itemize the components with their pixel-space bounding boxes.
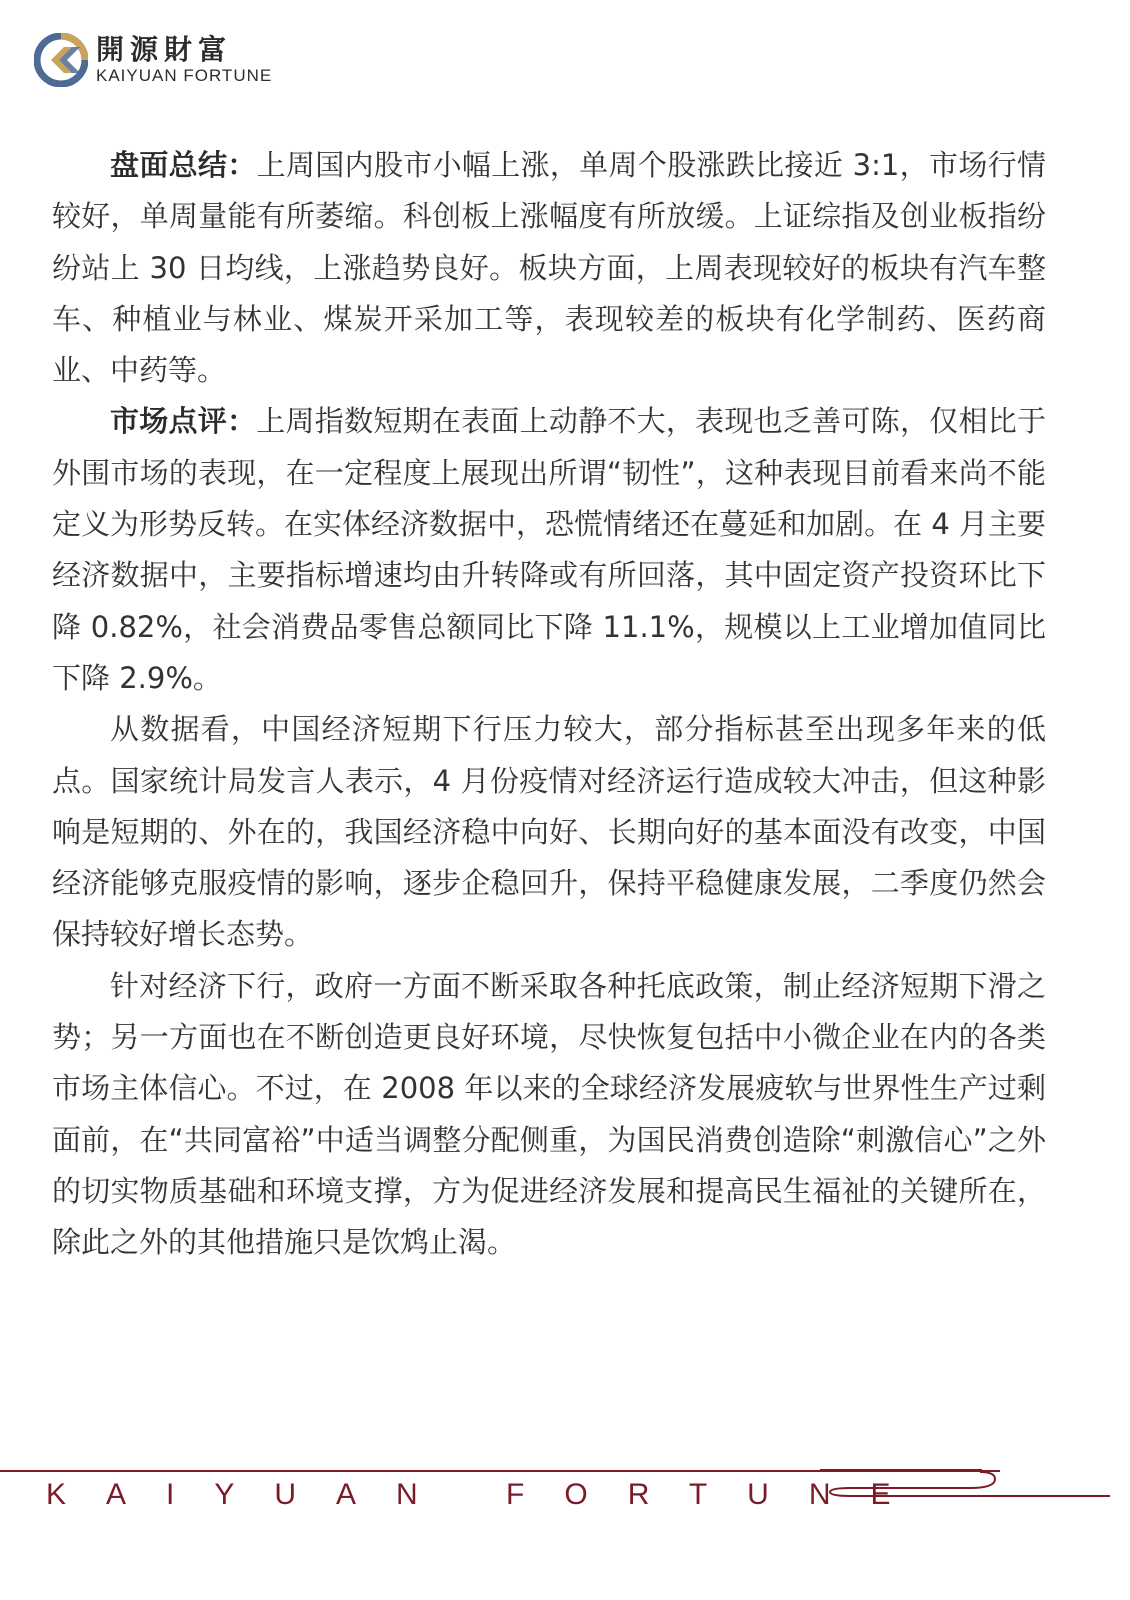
- brand-name-cn: 開源財富: [96, 33, 233, 66]
- paragraph-summary: [52, 140, 1046, 396]
- footer-brand-text: KAIYUAN FORTUNE: [46, 1478, 931, 1511]
- kaiyuan-logo-icon: [34, 33, 88, 87]
- paragraph-text: 上周指数短期在表面上动静不大，表现也乏善可陈，仅相比于外围市场的表现，在一定程度上展现出所谓“韧性”，这种表现目前看来尚不能定义为形势反转。在实体经济数据中，恐慌情绪还在蔓延和加剧。在 4 月主要经济数据中，主要指标增速均由升转降或有所回落，其中固定资产投资环比下降 0.82%，社会消费品零售总额同比下降 11.1%，规模以上工业增加值同比下降 2.9%。: [52, 404, 1046, 695]
- footer-swoosh-icon: [820, 1462, 1120, 1512]
- paragraph-lead: 盘面总结：: [110, 148, 257, 182]
- page-header: [34, 30, 272, 90]
- paragraph-text: 从数据看，中国经济短期下行压力较大，部分指标甚至出现多年来的低点。国家统计局发言人表示，4 月份疫情对经济运行造成较大冲击，但这种影响是短期的、外在的，我国经济稳中向好、长期向好的基本面没有改变，中国经济能够克服疫情的影响，逐步企稳回升，保持平稳健康发展，二季度仍然会保持较好增长态势。: [52, 712, 1046, 952]
- paragraph-data-view: [52, 704, 1046, 960]
- article-body: [52, 140, 1046, 1269]
- brand: [96, 34, 272, 86]
- paragraph-lead: 市场点评：: [110, 404, 257, 439]
- paragraph-text: 上周国内股市小幅上涨，单周个股涨跌比接近 3:1，市场行情较好，单周量能有所萎缩。科创板上涨幅度有所放缓。上证综指及创业板指纷纷站上 30 日均线，上涨趋势良好。板块方面，上周表现较好的板块有汽车整车、种植业与林业、煤炭开采加工等，表现较差的板块有化学制药、医药商业、中药等。: [52, 148, 1046, 388]
- paragraph-commentary: [52, 396, 1046, 704]
- brand-name-en: KAIYUAN FORTUNE: [96, 66, 273, 85]
- paragraph-text: 针对经济下行，政府一方面不断采取各种托底政策，制止经济短期下滑之势；另一方面也在不断创造更良好环境，尽快恢复包括中小微企业在内的各类市场主体信心。不过，在 2008 年以来的全球经济发展疲软与世界性生产过剩面前，在“共同富裕”中适当调整分配侧重，为国民消费创造除“刺激信心”之外的切实物质基础和环境支撑，方为促进经济发展和提高民生福祉的关键所在，除此之外的其他措施只是饮鸩止渴。: [52, 968, 1046, 1260]
- paragraph-policy: [52, 961, 1046, 1269]
